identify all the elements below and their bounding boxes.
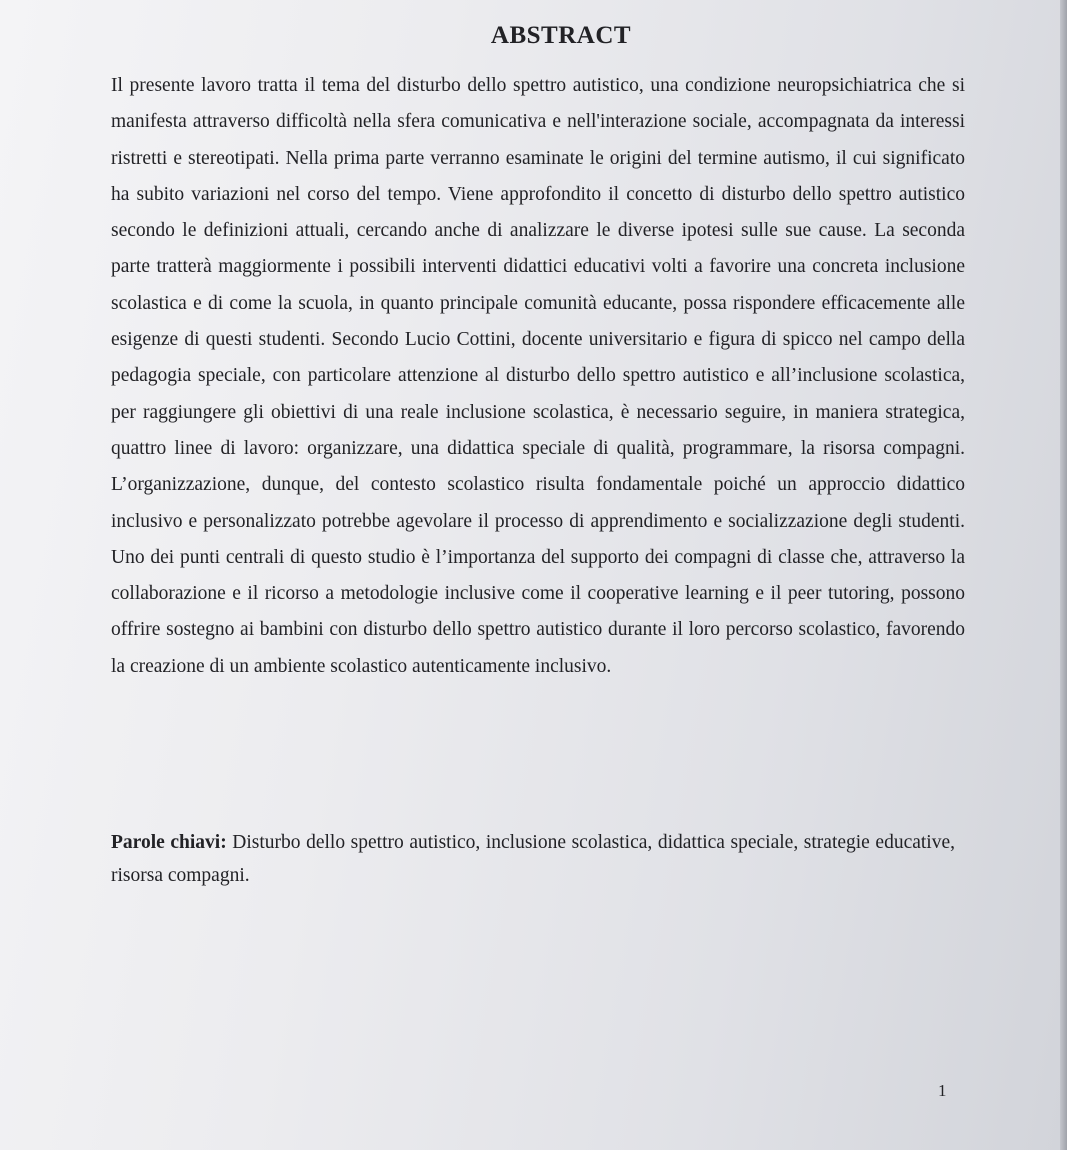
abstract-body: Il presente lavoro tratta il tema del disturbo dello spettro autistico, una condizione neuropsichiatrica che si manifesta attraverso difficoltà nella sfera comunicativa e nell'interazione sociale, accompagnata da interessi ristretti e stereotipati. Nella prima parte verranno esaminate le origini del termine autismo, il cui significato ha subito variazioni nel corso del tempo. Viene approfondito il concetto di disturbo dello spettro autistico secondo le definizioni attuali, cercando anche di analizzare le diverse ipotesi sulle sue cause. La seconda parte tratterà maggiormente i possibili interventi didattici educativi volti a favorire una concreta inclusione scolastica e di come la scuola, in quanto principale comunità educante, possa rispondere efficacemente alle esigenze di questi studenti. Secondo Lucio Cottini, docente universitario e figura di spicco nel campo della pedagogia speciale, con particolare attenzione al disturbo dello spettro autistico e all’inclusione scolastica, per raggiungere gli obiettivi di una reale inclusione scolastica, è necessario seguire, in maniera strategica, quattro linee di lavoro: organizzare, una didattica speciale di qualità, programmare, la risorsa compagni. L’organizzazione, dunque, del contesto scolastico risulta fondamentale poiché un approccio didattico inclusivo e personalizzato potrebbe agevolare il processo di apprendimento e socializzazione degli studenti. Uno dei punti centrali di questo studio è l’importanza del supporto dei compagni di classe che, attraverso la collaborazione e il ricorso a metodologie inclusive come il cooperative learning e il peer tutoring, possono offrire sostegno ai bambini con disturbo dello spettro autistico durante il loro percorso scolastico, favorendo la creazione di un ambiente scolastico autenticamente inclusivo. — [111, 75, 965, 677]
keywords-list: Disturbo dello spettro autistico, inclusione scolastica, didattica speciale, strategie educative, risorsa compagni. — [111, 832, 955, 886]
abstract-title: ABSTRACT — [490, 22, 632, 49]
page-number: 1 — [938, 1081, 947, 1100]
keywords-paragraph — [111, 826, 955, 892]
keywords-label: Parole chiavi: — [111, 832, 227, 853]
